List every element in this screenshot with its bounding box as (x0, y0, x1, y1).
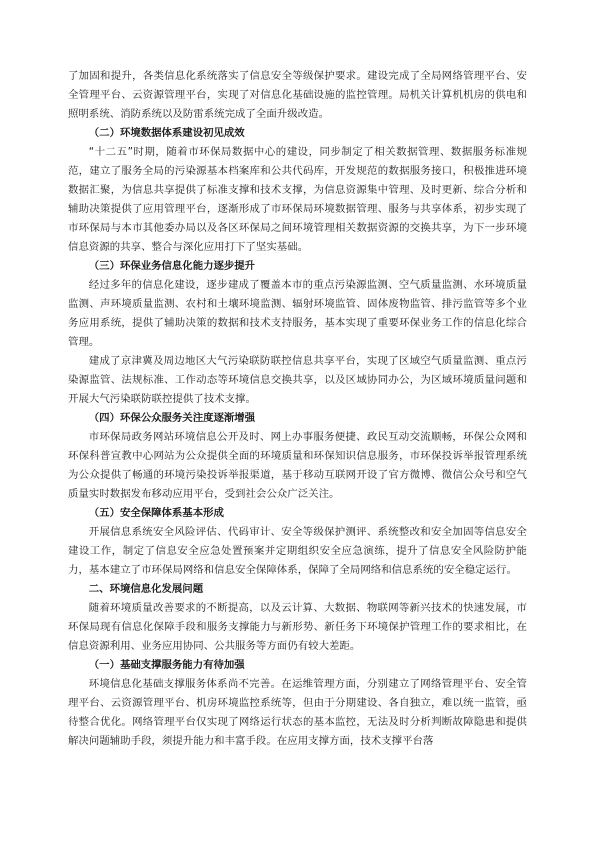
heading-public-service: （四）环保公众服务关注度逐渐增强 (88, 412, 256, 424)
paragraph-infrastructure-continued: 了加固和提升，各类信息化系统落实了信息安全等级保护要求。建设完成了全局网络管理平台、安全管理平台、云资源管理平台，实现了对信息化基础设施的监控管理。局机关计算机机房的供电和照明系统、消防系统以及防雷系统完成了全面升级改造。 (68, 70, 527, 120)
heading-data-system: （二）环境数据体系建设初见成效 (88, 127, 245, 139)
paragraph-security: 开展信息系统安全风险评估、代码审计、安全等级保护测评、系统整改和安全加固等信息安全建设工作，制定了信息安全应急处置预案并定期组织安全应急演练，提升了信息安全风险防护能力，基本建立了市环保局网络和信息安全保障体系，保障了全局网络和信息系统的安全稳定运行。 (68, 526, 527, 576)
heading-basic-support: （一）基础支撑服务能力有待加强 (88, 659, 245, 671)
paragraph-public-service: 市环保局政务网站环境信息公开及时、网上办事服务便捷、政民互动交流顺畅，环保公众网和环保科普宣教中心网站为公众提供全面的环境质量和环保知识信息服务，市环保投诉举报管理系统为公众提供了畅通的环境污染投诉举报渠道，基于移动互联网开设了官方微博、微信公众号和空气质量实时数据发布移动应用平台，受到社会公众广泛关注。 (68, 431, 527, 500)
heading-security: （五）安全保障体系基本形成 (88, 507, 224, 519)
paragraph-basic-support: 环境信息化基础支撑服务体系尚不完善。在运维管理方面，分别建立了网络管理平台、安全管理平台、云资源管理平台、机房环境监控系统等，但由于分期建设、各自独立，难以统一监管，亟待整合优化。网络管理平台仅实现了网络运行状态的基本监控，无法及时分析判断故障隐患和提供解决问题辅助手段，须提升能力和丰富手段。在应用支撑方面，技术支撑平台落 (68, 678, 527, 747)
heading-section-problems: 二、环境信息化发展问题 (88, 583, 204, 595)
heading-business-capability: （三）环保业务信息化能力逐步提升 (88, 260, 256, 272)
paragraph-business-systems: 经过多年的信息化建设，逐步建成了覆盖本市的重点污染源监测、空气质量监测、水环境质量监测、声环境质量监测、农村和土壤环境监测、辐射环境监管、固体废物监管、排污监管等多个业务应用系统，提供了辅助决策的数据和技术支持服务，基本实现了重要环保业务工作的信息化综合管理。 (68, 279, 527, 348)
paragraph-regional-platform: 建成了京津冀及周边地区大气污染联防联控信息共享平台，实现了区域空气质量监测、重点污染源监管、法规标准、工作动态等环境信息交换共享，以及区域协同办公，为区域环境质量问题和开展大气污染联防联控提供了技术支撑。 (68, 355, 527, 405)
paragraph-data-system: “十二五”时期，随着市环保局数据中心的建设，同步制定了相关数据管理、数据服务标准规范，建立了服务全局的污染源基本档案库和公共代码库，开发规范的数据服务接口，积极推进环境数据汇聚，为信息共享提供了标准支撑和技术支撑，为信息资源集中管理、及时更新、综合分析和辅助决策提供了应用管理平台，逐渐形成了市环保局环境数据管理、服务与共享体系，初步实现了市环保局与本市其他委办局以及各区环保局之间环境管理相关数据资源的交换共享，为下一步环境信息资源的共享、整合与深化应用打下了坚实基础。 (68, 146, 527, 253)
paragraph-problems-intro: 随着环境质量改善要求的不断提高，以及云计算、大数据、物联网等新兴技术的快速发展，市环保局现有信息化保障手段和服务支撑能力与新形势、新任务下环境保护管理工作的要求相比，在信息资源利用、业务应用协同、公共服务等方面仍有较大差距。 (68, 602, 527, 652)
